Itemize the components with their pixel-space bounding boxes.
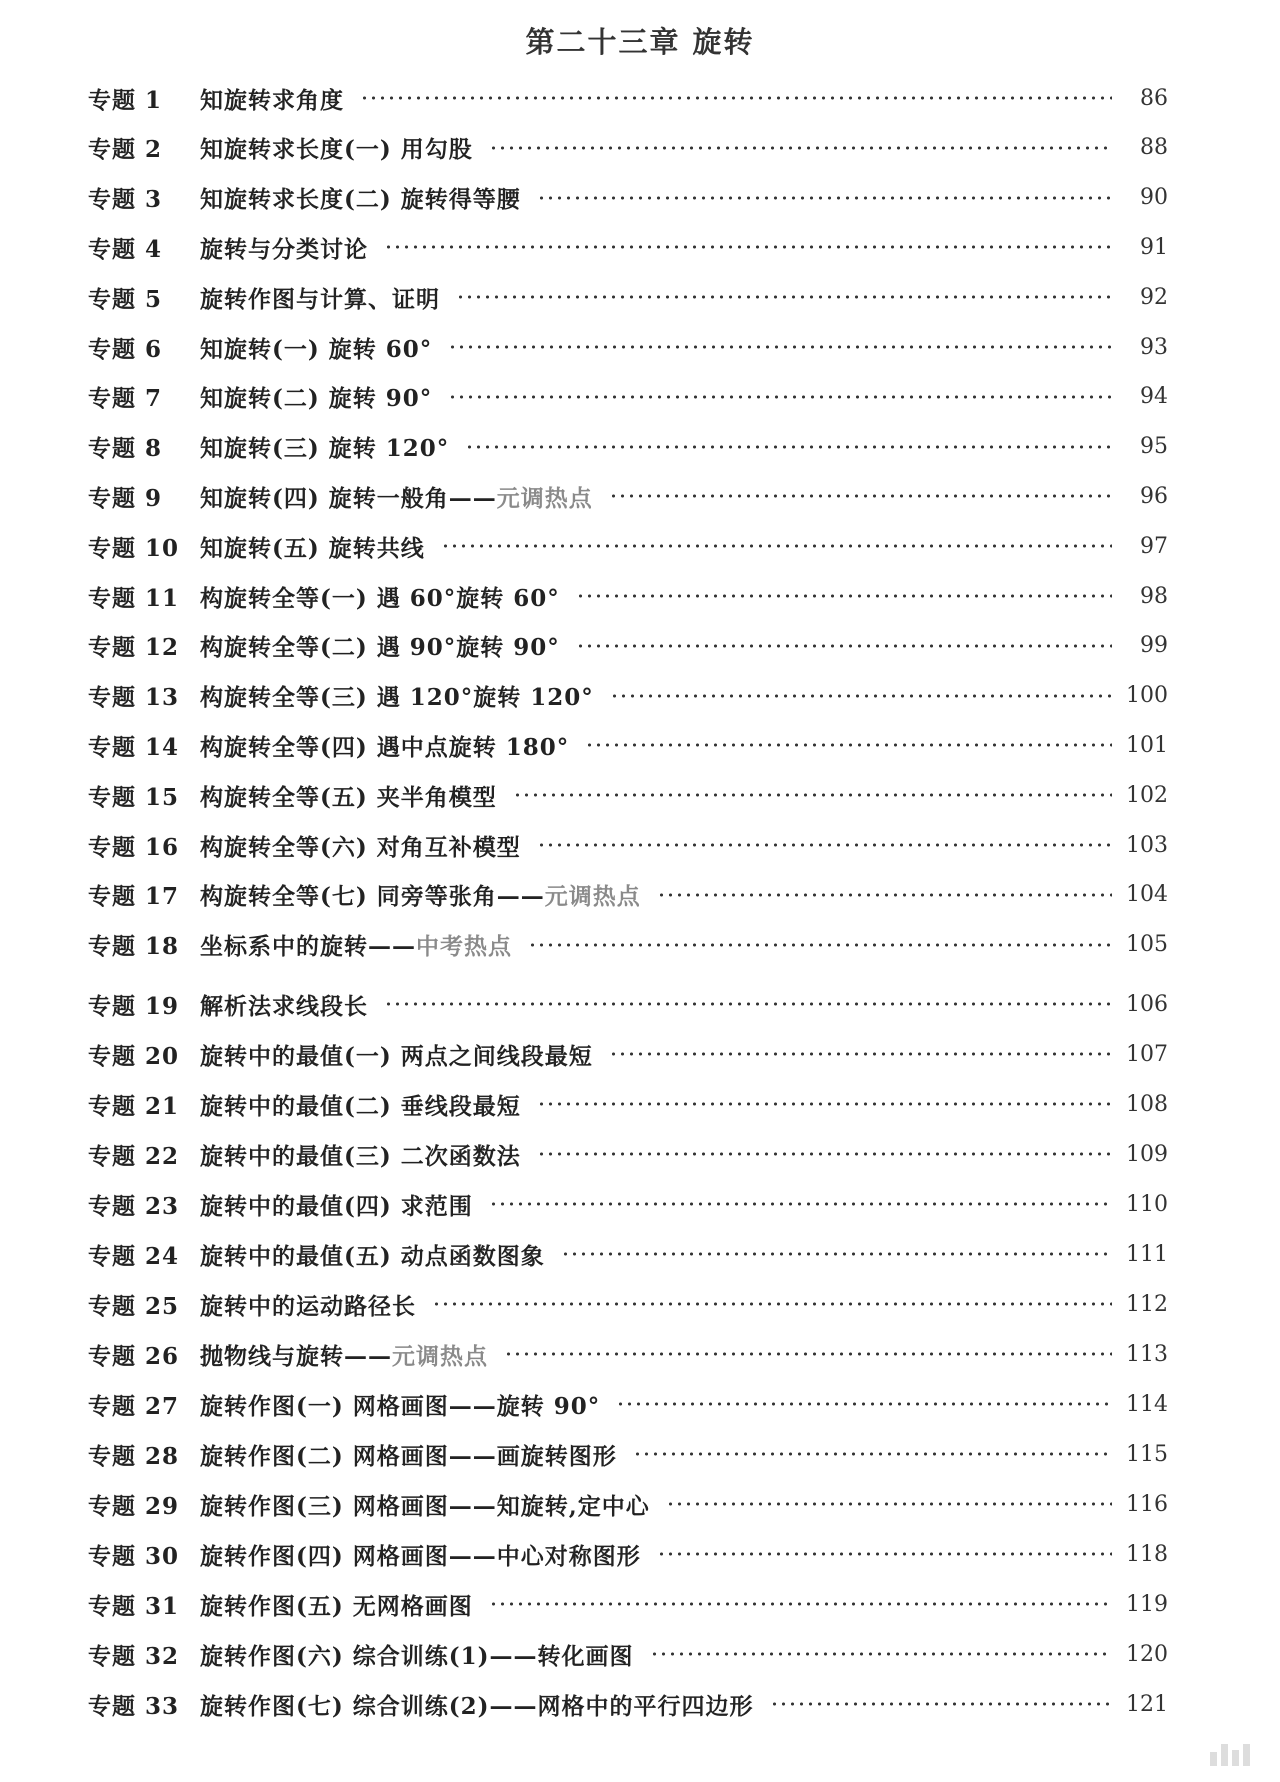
toc-topic-number: 专题 32 (88, 1642, 180, 1670)
toc-topic-number: 专题 6 (88, 335, 163, 363)
toc-dot-leader (384, 1002, 1112, 1006)
toc-title-text: 知旋转(二) 旋转 90° (200, 385, 433, 413)
toc-page-number: 113 (1126, 1341, 1168, 1367)
toc-topic-number: 专题 18 (88, 933, 180, 961)
toc-dot-leader (489, 146, 1112, 150)
toc-title-text: 构旋转全等(六) 对角互补模型 (200, 833, 521, 861)
toc-title-text: 构旋转全等(一) 遇 60°旋转 60° (200, 584, 560, 612)
toc-topic-title (200, 181, 531, 214)
toc-dot-leader (456, 295, 1112, 299)
toc-row[interactable] (88, 1536, 1168, 1572)
toc-topic-number: 专题 20 (88, 1042, 180, 1070)
toc-topic-number: 专题 7 (88, 385, 163, 413)
toc-dot-leader (609, 1052, 1112, 1056)
toc-title-text: 旋转中的最值(一) 两点之间线段最短 (200, 1042, 593, 1070)
toc-row[interactable] (88, 1686, 1168, 1722)
toc-page-number: 106 (1126, 991, 1168, 1017)
toc-page-number: 109 (1126, 1141, 1168, 1167)
toc-title-text: 解析法求线段长 (200, 992, 368, 1020)
toc-topic-title (200, 878, 651, 911)
toc-dot-leader (616, 1402, 1112, 1406)
toc-title-text: 知旋转(五) 旋转共线 (200, 534, 425, 562)
toc-dot-leader (650, 1652, 1112, 1656)
toc-page-number: 96 (1140, 483, 1168, 509)
toc-topic-number: 专题 28 (88, 1442, 180, 1470)
toc-title-text: 知旋转求角度 (200, 86, 344, 114)
toc-topic-number: 专题 21 (88, 1092, 180, 1120)
toc-row[interactable] (88, 429, 1168, 465)
toc-title-text: 旋转中的最值(四) 求范围 (200, 1192, 473, 1220)
toc-page-number: 110 (1126, 1191, 1168, 1217)
toc-page-number: 111 (1126, 1241, 1168, 1267)
toc-hot-tag: 元调热点 (496, 484, 593, 512)
toc-topic-number: 专题 19 (88, 992, 180, 1020)
toc-title-text: 旋转作图(七) 综合训练(2)——网格中的平行四边形 (200, 1692, 754, 1720)
toc-dot-leader (657, 893, 1112, 897)
toc-topic-number: 专题 11 (88, 584, 180, 612)
toc-page-number: 105 (1126, 932, 1168, 958)
toc-page-number: 115 (1126, 1441, 1168, 1467)
toc-page-number: 112 (1126, 1291, 1168, 1317)
toc-topic-title (200, 1488, 660, 1521)
toc-topic-title (200, 1688, 764, 1721)
toc-title-text: 旋转中的最值(五) 动点函数图象 (200, 1242, 545, 1270)
toc-dot-leader (561, 1252, 1112, 1256)
toc-dot-leader (770, 1702, 1112, 1706)
toc-row[interactable] (88, 80, 1168, 116)
toc-dot-leader (666, 1502, 1112, 1506)
toc-row[interactable] (88, 379, 1168, 415)
toc-topic-number: 专题 17 (88, 883, 180, 911)
toc-topic-title (200, 1638, 644, 1671)
toc-row[interactable] (88, 1086, 1168, 1122)
toc-title-text: 知旋转(四) 旋转一般角—— (200, 484, 497, 512)
toc-topic-title (200, 1588, 483, 1621)
watermark-icon (1210, 1744, 1250, 1766)
toc-page-number: 101 (1126, 732, 1168, 758)
toc-topic-title (200, 480, 603, 513)
toc-title-text: 旋转中的运动路径长 (200, 1292, 416, 1320)
toc-hot-tag: 元调热点 (392, 1342, 488, 1370)
toc-page-number: 100 (1126, 683, 1168, 709)
toc-page-number: 99 (1140, 633, 1168, 659)
toc-topic-title (200, 530, 435, 563)
toc-dot-leader (537, 1152, 1112, 1156)
toc-topic-number: 专题 29 (88, 1492, 180, 1520)
toc-row[interactable] (88, 1286, 1168, 1322)
toc-page-number: 104 (1126, 882, 1168, 908)
toc-topic-title (200, 580, 570, 613)
toc-dot-leader (585, 743, 1112, 747)
toc-title-text: 旋转与分类讨论 (200, 235, 368, 263)
toc-page-number: 98 (1140, 583, 1168, 609)
toc-page-number: 114 (1126, 1391, 1168, 1417)
toc-row[interactable] (88, 1586, 1168, 1622)
toc-page-number: 95 (1140, 434, 1168, 460)
toc-dot-leader (528, 943, 1112, 947)
toc-topic-title (200, 729, 579, 762)
toc-topic-title (200, 829, 531, 862)
toc-row[interactable] (88, 1436, 1168, 1472)
toc-title-text: 旋转中的最值(三) 二次函数法 (200, 1142, 521, 1170)
toc-topic-number: 专题 2 (88, 136, 163, 164)
toc-topic-number: 专题 15 (88, 783, 180, 811)
toc-row[interactable] (88, 130, 1168, 166)
toc-dot-leader (441, 544, 1112, 548)
toc-topic-title (200, 1188, 483, 1221)
toc-dot-leader (537, 196, 1112, 200)
toc-row[interactable] (88, 927, 1168, 963)
toc-dot-leader (448, 345, 1112, 349)
toc-row[interactable] (88, 1036, 1168, 1072)
toc-dot-leader (537, 1102, 1112, 1106)
toc-row[interactable] (88, 180, 1168, 216)
toc-topic-title (200, 281, 450, 314)
toc-title-text: 旋转作图(六) 综合训练(1)——转化画图 (200, 1642, 634, 1670)
toc-dot-leader (633, 1452, 1112, 1456)
toc-topic-title (200, 131, 483, 164)
toc-topic-number: 专题 26 (88, 1342, 180, 1370)
toc-title-text: 知旋转(三) 旋转 120° (200, 435, 450, 463)
toc-row[interactable] (88, 727, 1168, 763)
toc-page-number: 118 (1126, 1541, 1168, 1567)
toc-topic-title (200, 629, 570, 662)
toc-dot-leader (609, 494, 1112, 498)
toc-page-number: 94 (1140, 384, 1168, 410)
toc-topic-number: 专题 12 (88, 634, 180, 662)
toc-dot-leader (610, 694, 1112, 698)
toc-page-number: 103 (1126, 832, 1168, 858)
toc-page-number: 92 (1140, 284, 1168, 310)
toc-row[interactable] (88, 329, 1168, 365)
toc-dot-leader (360, 96, 1112, 100)
toc-row[interactable] (88, 1236, 1168, 1272)
toc-title-text: 知旋转求长度(二) 旋转得等腰 (200, 186, 521, 214)
toc-page-number: 93 (1140, 334, 1168, 360)
toc-page-number: 119 (1126, 1591, 1168, 1617)
toc-row[interactable] (88, 986, 1168, 1022)
toc-topic-number: 专题 3 (88, 186, 163, 214)
toc-topic-number: 专题 27 (88, 1392, 180, 1420)
toc-row[interactable] (88, 279, 1168, 315)
toc-title-text: 坐标系中的旋转—— (200, 933, 416, 961)
toc-dot-leader (489, 1202, 1112, 1206)
toc-topic-title (200, 1238, 555, 1271)
toc-row[interactable] (88, 1336, 1168, 1372)
toc-title-text: 旋转作图(四) 网格画图——中心对称图形 (200, 1542, 641, 1570)
toc-row[interactable] (88, 478, 1168, 514)
toc-title-text: 构旋转全等(三) 遇 120°旋转 120° (200, 684, 594, 712)
toc-topic-number: 专题 5 (88, 285, 163, 313)
toc-topic-title (200, 331, 442, 364)
toc-page-number: 86 (1140, 85, 1168, 111)
toc-row[interactable] (88, 678, 1168, 714)
toc-page-number: 120 (1126, 1641, 1168, 1667)
toc-topic-number: 专题 9 (88, 484, 163, 512)
toc-topic-title (200, 988, 378, 1021)
toc-row[interactable] (88, 628, 1168, 664)
toc-dot-leader (576, 594, 1112, 598)
toc-page-number: 102 (1126, 782, 1168, 808)
toc-title-text: 旋转作图(五) 无网格画图 (200, 1592, 473, 1620)
toc-topic-title (200, 1088, 531, 1121)
toc-page-number: 88 (1140, 135, 1168, 161)
toc-row[interactable] (88, 1386, 1168, 1422)
toc-dot-leader (489, 1602, 1112, 1606)
toc-topic-title (200, 380, 442, 413)
toc-topic-title (200, 779, 507, 812)
toc-dot-leader (465, 445, 1112, 449)
toc-row[interactable] (88, 877, 1168, 913)
toc-page-number: 97 (1140, 533, 1168, 559)
toc-hot-tag: 元调热点 (544, 883, 641, 911)
toc-dot-leader (504, 1352, 1112, 1356)
toc-hot-tag: 中考热点 (416, 933, 512, 961)
toc-dot-leader (537, 843, 1112, 847)
toc-topic-number: 专题 23 (88, 1192, 180, 1220)
toc-topic-title (200, 231, 378, 264)
toc-topic-number: 专题 1 (88, 86, 163, 114)
toc-topic-number: 专题 14 (88, 733, 180, 761)
toc-topic-number: 专题 33 (88, 1692, 180, 1720)
toc-row[interactable] (88, 1486, 1168, 1522)
toc-topic-title (200, 1138, 531, 1171)
toc-title-text: 旋转作图(三) 网格画图——知旋转,定中心 (200, 1492, 650, 1520)
page-title: 第二十三章 旋转 (525, 25, 755, 59)
toc-row[interactable] (88, 1186, 1168, 1222)
toc-row[interactable] (88, 578, 1168, 614)
toc-topic-number: 专题 13 (88, 684, 180, 712)
toc-row[interactable] (88, 229, 1168, 265)
toc-title-text: 构旋转全等(七) 同旁等张角—— (200, 883, 545, 911)
toc-dot-leader (448, 395, 1112, 399)
toc-topic-number: 专题 22 (88, 1142, 180, 1170)
toc-topic-number: 专题 30 (88, 1542, 180, 1570)
toc-page-number: 116 (1126, 1491, 1168, 1517)
toc-page-number: 90 (1140, 185, 1168, 211)
toc-dot-leader (384, 245, 1112, 249)
toc-topic-title (200, 1038, 603, 1071)
toc-row[interactable] (88, 827, 1168, 863)
toc-page-number: 91 (1140, 234, 1168, 260)
toc-topic-title (200, 1388, 610, 1421)
toc-topic-title (200, 430, 459, 463)
toc-dot-leader (576, 644, 1112, 648)
toc-dot-leader (432, 1302, 1112, 1306)
toc-title-text: 知旋转(一) 旋转 60° (200, 335, 433, 363)
toc-topic-number: 专题 24 (88, 1242, 180, 1270)
toc-topic-title (200, 1338, 498, 1371)
toc-dot-leader (513, 793, 1112, 797)
toc-row[interactable] (88, 1636, 1168, 1672)
toc-topic-number: 专题 25 (88, 1292, 180, 1320)
toc-topic-number: 专题 31 (88, 1592, 180, 1620)
toc-topic-number: 专题 4 (88, 235, 163, 263)
toc-title-text: 构旋转全等(四) 遇中点旋转 180° (200, 733, 570, 761)
toc-title-text: 构旋转全等(五) 夹半角模型 (200, 783, 497, 811)
toc-title-text: 构旋转全等(二) 遇 90°旋转 90° (200, 634, 560, 662)
toc-title-text: 旋转中的最值(二) 垂线段最短 (200, 1092, 521, 1120)
toc-title-text: 旋转作图(一) 网格画图——旋转 90° (200, 1392, 601, 1420)
toc-row[interactable] (88, 1136, 1168, 1172)
toc-topic-number: 专题 16 (88, 833, 180, 861)
toc-dot-leader (657, 1552, 1112, 1556)
toc-topic-title (200, 1288, 426, 1321)
toc-topic-title (200, 82, 354, 115)
toc-page-number: 107 (1126, 1041, 1168, 1067)
toc-topic-number: 专题 10 (88, 534, 180, 562)
toc-title-text: 旋转作图与计算、证明 (200, 285, 440, 313)
toc-row[interactable] (88, 777, 1168, 813)
toc-topic-title (200, 1438, 627, 1471)
toc-topic-title (200, 928, 522, 961)
toc-topic-title (200, 1538, 651, 1571)
toc-row[interactable] (88, 528, 1168, 564)
toc-topic-title (200, 679, 604, 712)
toc-page-number: 108 (1126, 1091, 1168, 1117)
toc-page-number: 121 (1126, 1691, 1168, 1717)
toc-title-text: 抛物线与旋转—— (200, 1342, 392, 1370)
toc-topic-number: 专题 8 (88, 435, 163, 463)
toc-title-text: 知旋转求长度(一) 用勾股 (200, 136, 473, 164)
toc-title-text: 旋转作图(二) 网格画图——画旋转图形 (200, 1442, 617, 1470)
